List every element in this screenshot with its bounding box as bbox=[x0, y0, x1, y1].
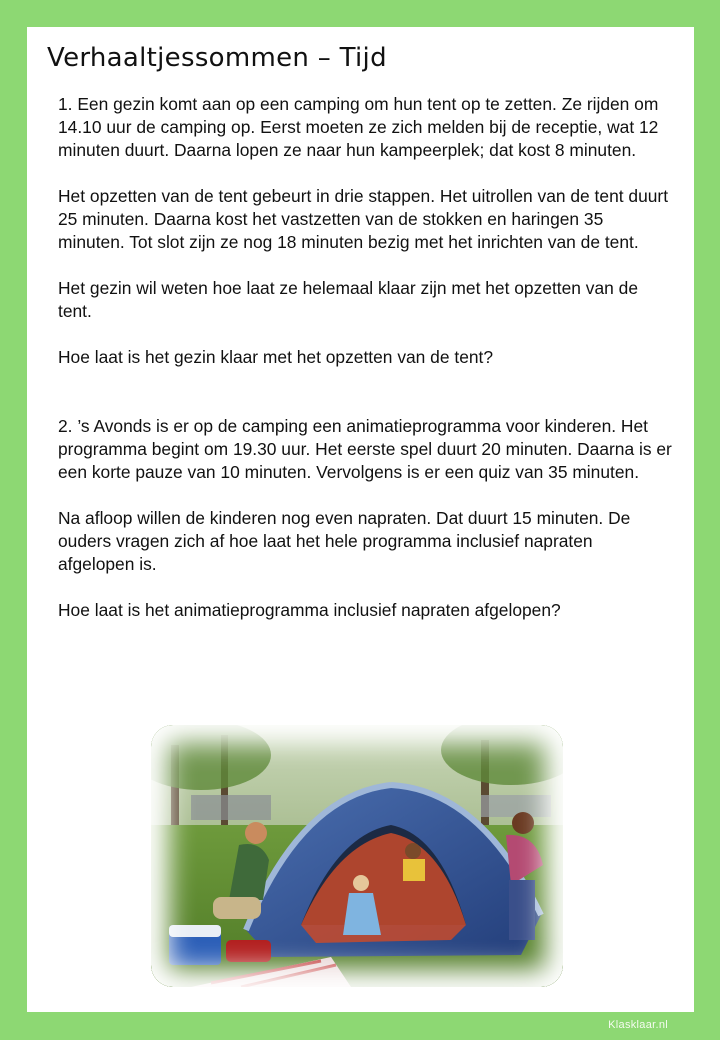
exercise-1-intro: 1. Een gezin komt aan op een camping om hun tent op te zetten. Ze rijden om 14.10 uur de camping op. Eerst moeten ze zich melden bij de receptie, wat 12 minuten duurt. Daarna lopen ze naar hun kampeerplek; dat kost 8 minuten. bbox=[58, 94, 659, 160]
exercise-2 bbox=[58, 415, 673, 622]
exercise-1-steps: Het opzetten van de tent gebeurt in drie stappen. Het uitrollen van de tent duurt 25 minuten. Daarna kost het vastzetten van de stokken en haringen 35 minuten. Tot slot zijn ze nog 18 minuten bezig met het inrichten van de tent. bbox=[58, 186, 669, 252]
exercise-1-context: Het gezin wil weten hoe laat ze helemaal klaar zijn met het opzetten van de tent. bbox=[58, 278, 639, 321]
camping-scene-illustration bbox=[151, 725, 563, 987]
camping-tent-photo bbox=[151, 725, 563, 987]
exercise-2-context: Na afloop willen de kinderen nog even napraten. Dat duurt 15 minuten. De ouders vragen zich af hoe laat het hele programma inclusief napraten afgelopen is. bbox=[58, 508, 631, 574]
footer-brand: Klasklaar.nl bbox=[608, 1019, 668, 1031]
worksheet-card bbox=[27, 27, 694, 1012]
exercise-1-question: Hoe laat is het gezin klaar met het opzetten van de tent? bbox=[58, 347, 494, 367]
exercise-2-intro: 2. ’s Avonds is er op de camping een animatieprogramma voor kinderen. Het programma begint om 19.30 uur. Het eerste spel duurt 20 minuten. Daarna is er een korte pauze van 10 minuten. Vervolgens is er een quiz van 35 minuten. bbox=[58, 416, 672, 482]
exercise-1 bbox=[58, 93, 673, 369]
exercise-2-question: Hoe laat is het animatieprogramma inclusief napraten afgelopen? bbox=[58, 600, 561, 620]
exercise-text bbox=[58, 93, 673, 645]
page-title: Verhaaltjessommen – Tijd bbox=[47, 43, 387, 73]
